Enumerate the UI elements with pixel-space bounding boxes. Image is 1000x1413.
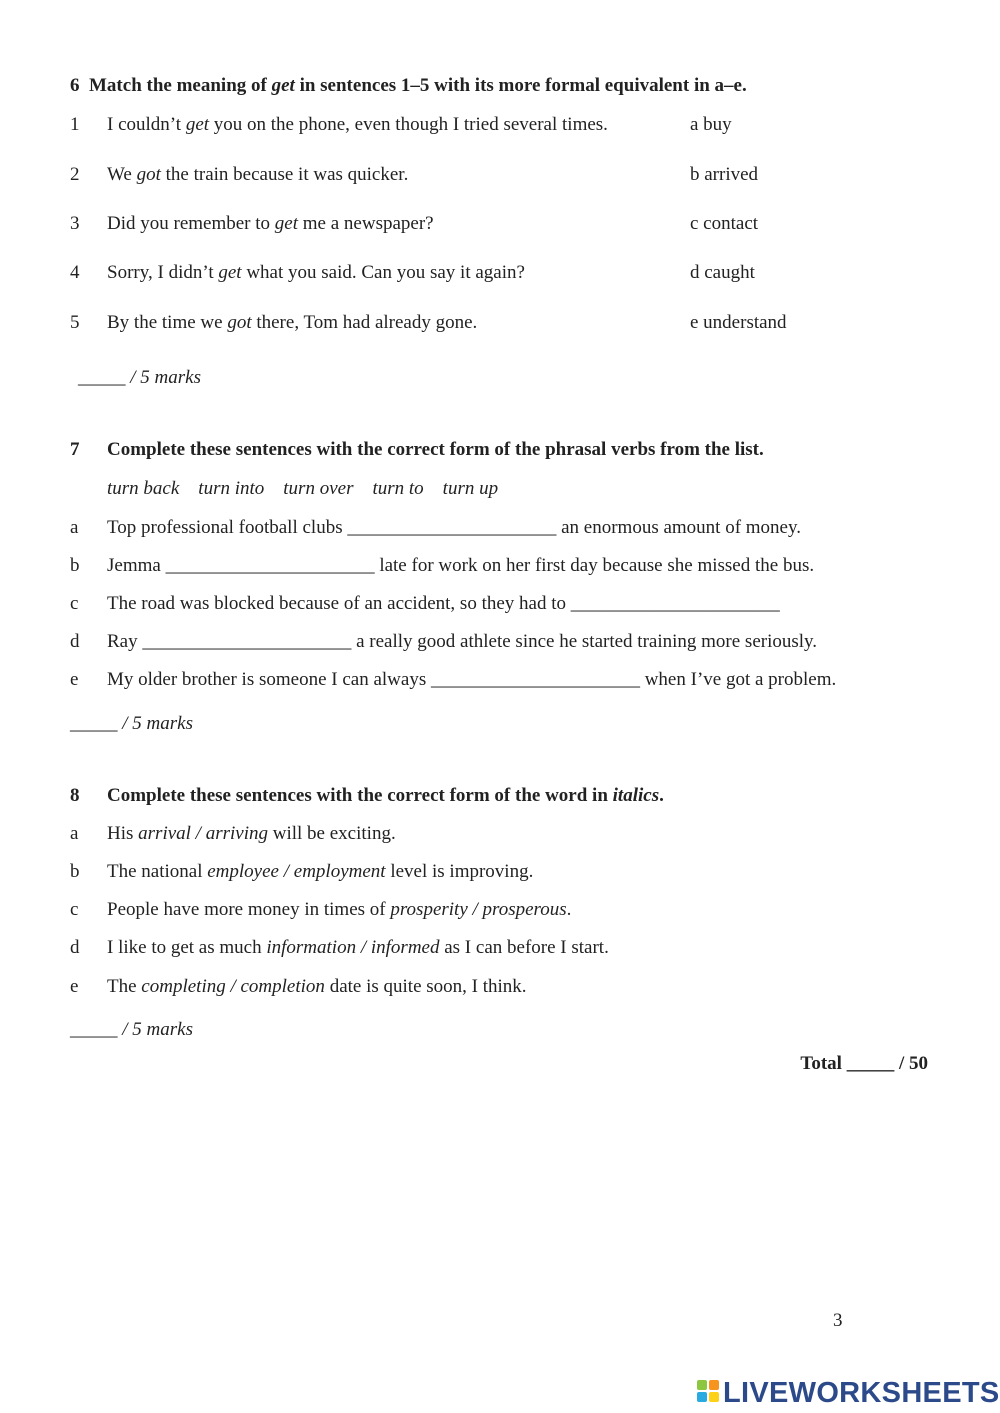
item-letter: a: [70, 823, 79, 844]
item-number: 5: [70, 312, 80, 333]
liveworksheets-logo-icon: [697, 1380, 721, 1406]
word-list-item: turn up: [442, 478, 499, 499]
answer-option: e understand: [690, 312, 787, 333]
section-7-marks[interactable]: _____ / 5 marks: [70, 713, 193, 734]
item-text[interactable]: His arrival / arriving will be exciting.: [107, 823, 396, 844]
item-number: 1: [70, 114, 80, 135]
item-text: We got the train because it was quicker.: [107, 164, 409, 185]
section-6-marks[interactable]: _____ / 5 marks: [78, 367, 201, 388]
section-8-marks[interactable]: _____ / 5 marks: [70, 1019, 193, 1040]
item-text[interactable]: The completing / completion date is quite soon, I think.: [107, 976, 527, 997]
word-list: [107, 477, 498, 501]
section-6-title-b: in sentences 1–5 with its more formal equivalent in a–e.: [294, 75, 747, 96]
item-text[interactable]: Jemma ______________________ late for work on her first day because she missed the bus.: [107, 555, 815, 576]
item-letter: b: [70, 861, 80, 882]
item-letter: e: [70, 976, 79, 997]
item-text[interactable]: Ray ______________________ a really good athlete since he started training more seriously.: [107, 631, 818, 652]
item-letter: c: [70, 593, 79, 614]
item-text: Sorry, I didn’t get what you said. Can you say it again?: [107, 262, 525, 283]
item-text[interactable]: I like to get as much information / informed as I can before I start.: [107, 937, 609, 958]
item-letter: c: [70, 899, 79, 920]
word-list-item: turn back: [107, 478, 180, 499]
word-list-item: turn to: [372, 478, 424, 499]
item-text[interactable]: Top professional football clubs ______________________ an enormous amount of money.: [107, 517, 802, 538]
item-text[interactable]: The national employee / employment level is improving.: [107, 861, 534, 882]
item-text: Did you remember to get me a newspaper?: [107, 213, 434, 234]
answer-option: c contact: [690, 213, 759, 234]
logo-square-blue: [697, 1392, 707, 1402]
item-letter: d: [70, 631, 80, 652]
answer-option: d caught: [690, 262, 755, 283]
item-letter: a: [70, 517, 79, 538]
item-letter: b: [70, 555, 80, 576]
section-6-title-a: Match the meaning of: [89, 75, 272, 96]
item-number: 3: [70, 213, 80, 234]
total-score[interactable]: Total _____ / 50: [800, 1053, 928, 1074]
item-letter: d: [70, 937, 80, 958]
item-text[interactable]: People have more money in times of prosperity / prosperous.: [107, 899, 572, 920]
page-number: 3: [833, 1310, 843, 1331]
liveworksheets-logo: [697, 1377, 1000, 1409]
logo-square-green: [697, 1380, 707, 1390]
item-text[interactable]: The road was blocked because of an accident, so they had to ______________________: [107, 593, 780, 614]
liveworksheets-logo-text: LIVEWORKSHEETS: [723, 1376, 1000, 1409]
item-number: 4: [70, 262, 80, 283]
section-8-title: Complete these sentences with the correct form of the word in italics.: [107, 785, 664, 806]
section-7-title: Complete these sentences with the correct form of the phrasal verbs from the list.: [107, 439, 764, 460]
section-6-heading: [70, 74, 747, 98]
item-letter: e: [70, 669, 79, 690]
item-text: I couldn’t get you on the phone, even though I tried several times.: [107, 114, 608, 135]
section-6-number: 6: [70, 75, 80, 96]
item-text[interactable]: My older brother is someone I can always ______________________ when I’ve got a problem.: [107, 669, 837, 690]
word-list-item: turn over: [283, 478, 354, 499]
answer-option: a buy: [690, 114, 732, 135]
answer-option: b arrived: [690, 164, 759, 185]
section-6-title-em: get: [271, 75, 295, 96]
section-7-number: 7: [70, 439, 80, 460]
item-text: By the time we got there, Tom had already gone.: [107, 312, 478, 333]
section-8-number: 8: [70, 785, 80, 806]
word-list-item: turn into: [198, 478, 265, 499]
logo-square-yellow: [709, 1392, 719, 1402]
item-number: 2: [70, 164, 80, 185]
logo-square-orange: [709, 1380, 719, 1390]
